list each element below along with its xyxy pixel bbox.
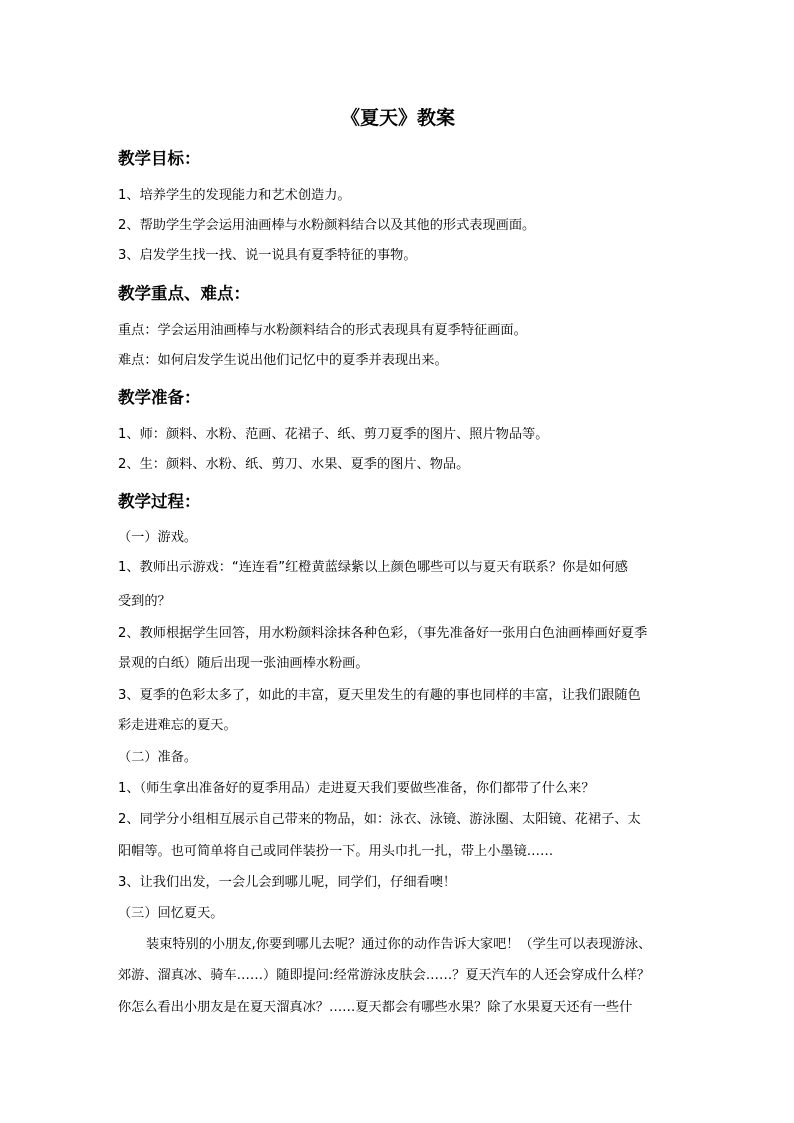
goal-item: 2、帮助学生学会运用油画棒与水粉颜料结合以及其他的形式表现画面。 <box>118 218 536 233</box>
process-line: 郊游、溜真冰、骑车……）随即提问:经常游泳皮肤会……？夏天汽车的人还会穿成什么样？ <box>118 968 650 983</box>
process-line: 装束特别的小朋友,你要到哪儿去呢？通过你的动作告诉大家吧！（学生可以表现游泳、 <box>146 937 652 952</box>
process-line: 阳帽等。也可简单将自己或同伴装扮一下。用头巾扎一扎，带上小墨镜…… <box>118 844 554 859</box>
process-line: （二）准备。 <box>118 750 198 765</box>
process-line: 2、教师根据学生回答，用水粉颜料涂抹各种色彩，（事先准备好一张用白色油画棒画好夏季 <box>118 626 648 641</box>
process-line: 3、夏季的色彩太多了，如此的丰富，夏天里发生的有趣的事也同样的丰富，让我们跟随色 <box>118 688 641 703</box>
process-line: 2、同学分小组相互展示自己带来的物品，如：泳衣、泳镜、游泳圈、太阳镜、花裙子、太 <box>118 812 641 827</box>
prep-item: 2、生：颜料、水粉、纸、剪刀、水果、夏季的图片、物品。 <box>118 457 470 472</box>
heading-teaching-process: 教学过程： <box>118 492 201 511</box>
heading-preparation: 教学准备： <box>118 388 201 407</box>
prep-item: 1、师：颜料、水粉、范画、花裙子、纸、剪刀夏季的图片、照片物品等。 <box>118 427 549 442</box>
goal-item: 3、启发学生找一找、说一说具有夏季特征的事物。 <box>118 248 417 263</box>
keypoint-item: 难点：如何启发学生说出他们记忆中的夏季并表现出来。 <box>118 353 448 368</box>
keypoint-item: 重点：学会运用油画棒与水粉颜料结合的形式表现具有夏季特征画面。 <box>118 323 527 338</box>
process-line: 1、教师出示游戏：“连连看”红橙黄蓝绿紫以上颜色哪些可以与夏天有联系？你是如何感 <box>118 560 628 575</box>
document-title: 《夏天》教案 <box>340 107 455 129</box>
process-line: 受到的？ <box>118 594 171 609</box>
process-line: 彩走进难忘的夏天。 <box>118 718 237 733</box>
process-line: 1、（师生拿出准备好的夏季用品）走进夏天我们要做些准备，你们都带了什么来？ <box>118 781 595 796</box>
goal-item: 1、培养学生的发现能力和艺术创造力。 <box>118 188 351 203</box>
process-line: 你怎么看出小朋友是在夏天溜真冰？……夏天都会有哪些水果？除了水果夏天还有一些什 <box>118 1000 633 1015</box>
process-line: 3、让我们出发，一会儿会到哪儿呢，同学们，仔细看噢！ <box>118 875 457 890</box>
heading-teaching-goals: 教学目标： <box>118 149 201 168</box>
process-line: 景观的白纸）随后出现一张油画棒水粉画。 <box>118 656 369 671</box>
heading-key-points: 教学重点、难点： <box>118 284 250 303</box>
process-line: （三）回忆夏天。 <box>118 906 224 921</box>
process-line: （一）游戏。 <box>118 530 198 545</box>
